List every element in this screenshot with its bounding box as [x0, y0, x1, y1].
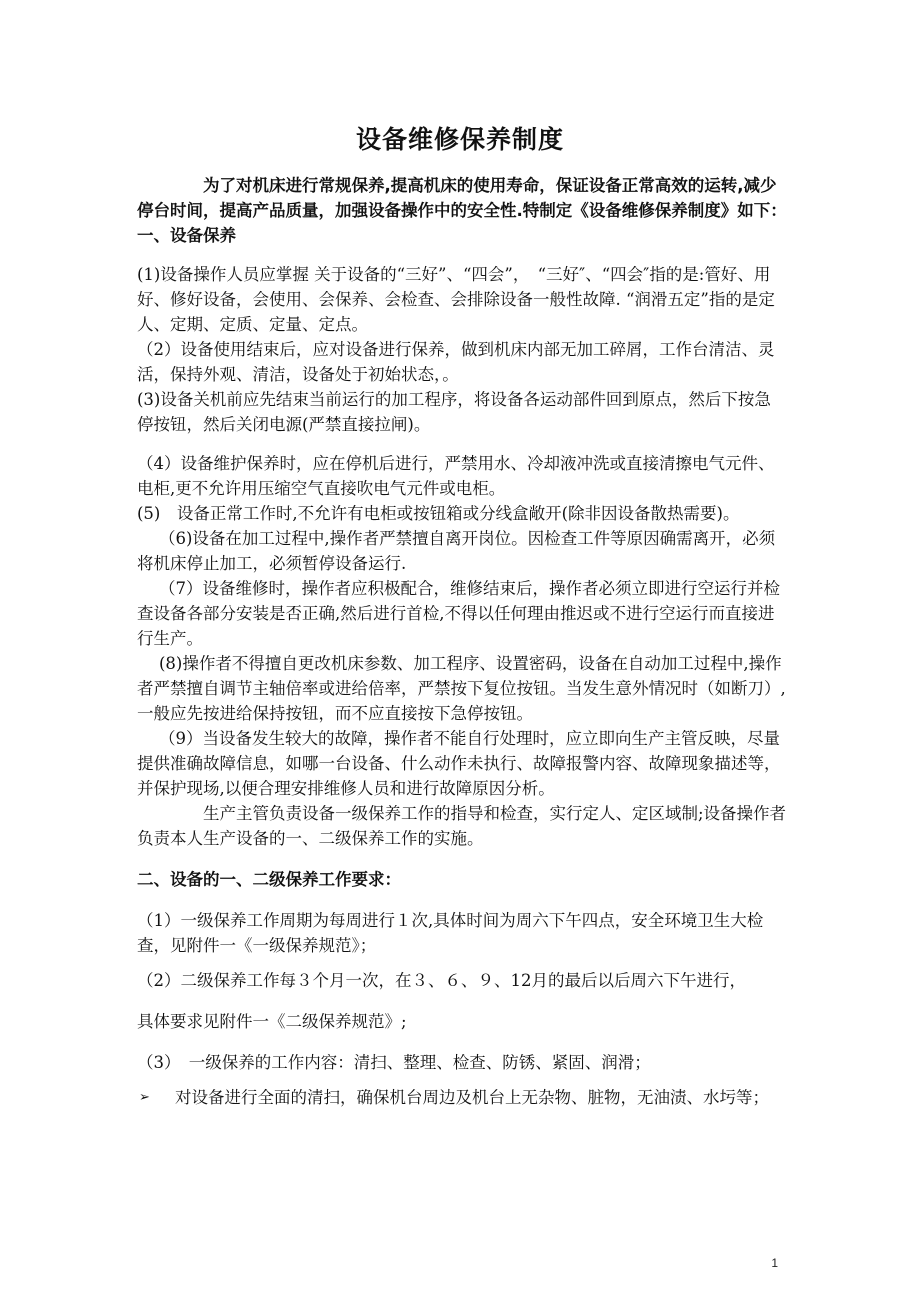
maintenance-item-4: （4）设备维护保养时，应在停机后进行，严禁用水、冷却液冲洗或直接清擦电气元件、电柜,更不允许用压缩空气直接吹电气元件或电柜。	[137, 454, 775, 498]
maintenance-item-1: (1)设备操作人员应掌握 关于设备的“三好”、“四会”， “三好″、“四会″指的是:管好、用好、修好设备，会使用、会保养、会检查、会排除设备一般性故障. “润滑五定”指的是定人、定期、定质、定量、定点。	[137, 265, 775, 334]
section-heading-levels: 二、设备的一、二级保养工作要求：	[137, 870, 401, 889]
bullet-item	[137, 1085, 787, 1110]
maintenance-item-8: (8)操作者不得擅自更改机床参数、加工程序、设置密码，设备在自动加工过程中,操作者严禁擅自调节主轴倍率或进给倍率，严禁按下复位按钮。当发生意外情况时（如断刀）,一般应先按进给保持按钮，而不应直接按下急停按钮。	[137, 654, 786, 723]
level-item-3: （3） 一级保养的工作内容：清扫、整理、检查、防锈、紧固、润滑；	[137, 1053, 651, 1072]
page-number: 1	[771, 1256, 778, 1270]
maintenance-summary: 生产主管负责设备一级保养工作的指导和检查，实行定人、定区域制;设备操作者负责本人生产设备的一、二级保养工作的实施。	[137, 804, 787, 848]
maintenance-item-6: （6)设备在加工过程中,操作者严禁擅自离开岗位。因检查工件等原因确需离开，必须将机床停止加工，必须暂停设备运行.	[137, 529, 776, 573]
document-body	[137, 173, 787, 1110]
maintenance-item-7: （7）设备维修时，操作者应积极配合，维修结束后，操作者必须立即进行空运行并检查设备各部分安装是否正确,然后进行首检,不得以任何理由推迟或不进行空运行而直接进行生产。	[137, 579, 780, 648]
maintenance-item-3: (3)设备关机前应先结束当前运行的加工程序，将设备各运动部件回到原点，然后下按急停按钮，然后关闭电源(严禁直接拉闸)。	[137, 390, 771, 434]
section-heading-maintenance: 一、设备保养	[137, 226, 236, 245]
maintenance-item-5: (5) 设备正常工作时,不允许有电柜或按钮箱或分线盒敞开(除非因设备散热需要)。	[137, 504, 740, 523]
document-title: 设备维修保养制度	[355, 125, 564, 154]
intro-paragraph: 为了对机床进行常规保养,提高机床的使用寿命，保证设备正常高效的运转,减少停台时间，提高产品质量，加强设备操作中的安全性.特制定《设备维修保养制度》如下：	[137, 176, 787, 220]
level-item-2-continued: 具体要求见附件一《二级保养规范》;	[137, 1012, 407, 1031]
maintenance-item-2: （2）设备使用结束后，应对设备进行保养，做到机床内部无加工碎屑，工作台清洁、灵活，保持外观、清洁，设备处于初始状态，。	[137, 340, 775, 384]
level-item-1: （1）一级保养工作周期为每周进行１次,具体时间为周六下午四点，安全环境卫生大检查，见附件一《一级保养规范》；	[137, 911, 764, 955]
level-item-2: （2）二级保养工作每３个月一次，在３、６、９、12月的最后以后周六下午进行，	[137, 971, 746, 990]
maintenance-item-9: （9）当设备发生较大的故障，操作者不能自行处理时，应立即向生产主管反映，尽量提供准确故障信息，如哪一台设备、什么动作未执行、故障报警内容、故障现象描述等，并保护现场,以便合理安排维修人员和进行故障原因分析。	[137, 729, 781, 798]
bullet-item-text: 对设备进行全面的清扫，确保机台周边及机台上无杂物、脏物，无油渍、水圬等；	[175, 1088, 769, 1107]
arrowhead-bullet-icon: ➢	[139, 1090, 150, 1105]
